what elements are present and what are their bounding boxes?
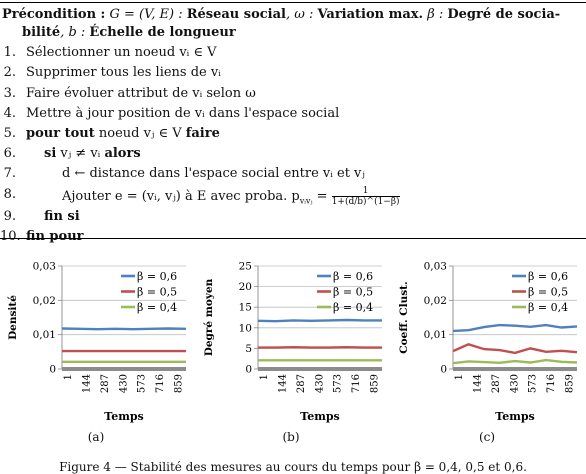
legend-label: β = 0,4 [137,301,177,314]
algo-line: 9. fin si [0,208,586,228]
precondition-line-1: Précondition : G = (V, E) : Réseau social, ω : Variation max. β : Degré de socia- [0,6,586,24]
y-tick-label: 25 [239,261,252,273]
precondition-label: Précondition : [2,7,105,22]
x-tick-label: 144 [277,374,288,393]
clustering-chart [391,250,586,426]
algo-line: 2. Supprimer tous les liens de vᵢ [0,64,586,84]
algo-line: 1. Sélectionner un noeud vᵢ ∈ V [0,44,586,64]
x-axis-label: Temps [495,410,534,423]
caption-c: (c) [467,430,507,444]
x-tick-label: 859 [174,374,185,393]
y-tick-label: 15 [239,302,252,314]
algo-line: 5. pour tout noeud vⱼ ∈ V faire [0,125,586,145]
x-tick-label: 1 [63,374,74,380]
legend-label: β = 0,5 [528,286,568,299]
algo-line: 7. d ← distance dans l'espace social entre vᵢ et vⱼ [0,165,586,185]
series-line [453,325,577,331]
x-tick-label: 573 [528,374,539,393]
x-tick-label: 859 [370,374,381,393]
algo-line: 6. si vⱼ ≠ vᵢ alors [0,145,586,165]
caption-b: (b) [271,430,311,444]
x-tick-label: 287 [100,374,111,393]
y-tick-label: 0,02 [33,295,56,307]
y-tick-label: 0,01 [33,329,56,341]
x-axis-label: Temps [104,410,143,423]
mean-degree-chart [196,250,391,426]
x-tick-label: 287 [491,374,502,393]
x-tick-label: 144 [472,374,483,393]
density-chart [0,250,195,426]
precondition-line-2: bilité, b : Échelle de longueur [0,24,586,42]
algo-line: 8. Ajouter e = (vᵢ, vⱼ) à E avec proba. $p_{vᵢvⱼ}$ = $\frac{1}{1+(d/b)\^{}(1-\beta)}$ [0,186,586,208]
x-tick-label: 716 [155,374,166,393]
x-tick-label: 287 [296,374,307,393]
y-axis-label: Densité [7,295,19,340]
algo-line: 3. Faire évoluer attribut de vᵢ selon ω [0,85,586,105]
y-tick-label: 0 [245,364,252,376]
algorithm-top-rule [0,2,586,3]
legend-label: β = 0,5 [333,286,373,299]
x-axis-band [258,367,382,371]
legend-label: β = 0,6 [528,270,568,283]
y-tick-label: 20 [239,281,252,293]
y-tick-label: 0,02 [424,295,447,307]
x-tick-label: 144 [81,374,92,393]
x-tick-label: 1 [259,374,270,380]
algo-line: 10. fin pour [0,228,586,248]
legend-label: β = 0,4 [528,301,568,314]
probability-fraction: $\frac{1}{1+(d/b)\^{}(1-\beta)}$ [332,186,400,207]
y-axis-label: Coeff. Clust. [398,281,410,353]
legend-label: β = 0,4 [333,301,373,314]
x-tick-label: 1 [454,374,465,380]
y-tick-label: 0 [440,364,447,376]
series-line [258,320,382,321]
caption-a: (a) [76,430,116,444]
x-axis-band [62,367,186,371]
algorithm-bottom-rule [0,238,586,239]
x-tick-label: 573 [137,374,148,393]
x-tick-label: 430 [314,374,325,393]
x-tick-label: 716 [351,374,362,393]
y-tick-label: 0,01 [424,329,447,341]
x-axis-label: Temps [300,410,339,423]
algorithm [0,6,586,248]
legend-label: β = 0,6 [137,270,177,283]
x-axis-band [453,367,577,371]
x-tick-label: 859 [565,374,576,393]
y-tick-label: 10 [239,322,252,334]
y-tick-label: 0 [49,364,56,376]
x-tick-label: 430 [509,374,520,393]
y-axis-label: Degré moyen [203,278,215,356]
legend-label: β = 0,5 [137,286,177,299]
series-line [62,329,186,330]
y-tick-label: 0,03 [33,261,56,273]
series-line [453,360,577,363]
algo-line: 4. Mettre à jour position de vᵢ dans l'espace social [0,105,586,125]
x-tick-label: 430 [118,374,129,393]
y-tick-label: 5 [245,343,252,355]
legend-label: β = 0,6 [333,270,373,283]
y-tick-label: 0,03 [424,261,447,273]
figure-caption: Figure 4 — Stabilité des mesures au cours du temps pour β = 0,4, 0,5 et 0,6. [0,460,586,474]
x-tick-label: 573 [333,374,344,393]
series-line [453,344,577,353]
x-tick-label: 716 [546,374,557,393]
